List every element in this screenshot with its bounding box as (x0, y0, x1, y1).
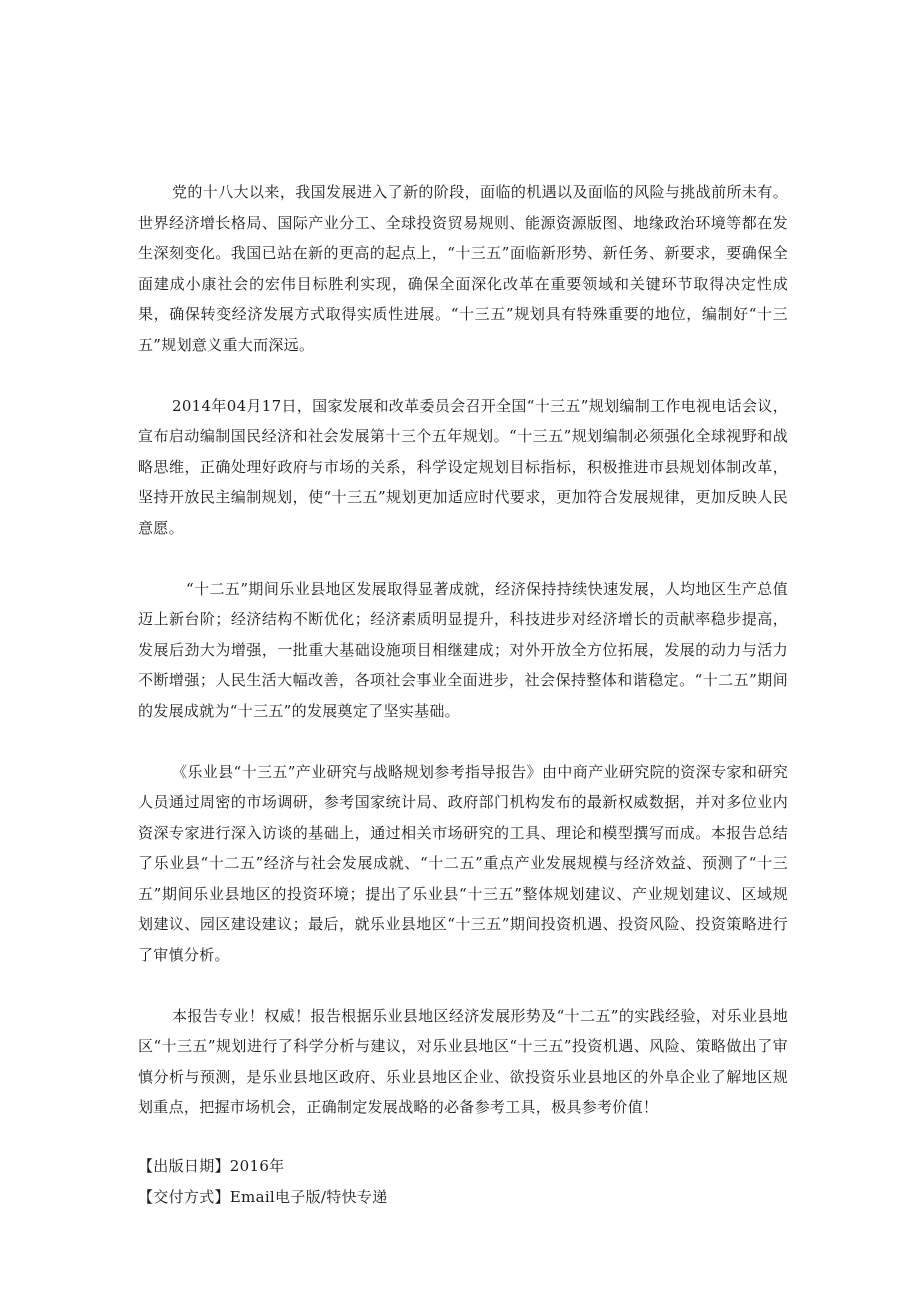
report-meta (138, 1151, 788, 1212)
document-body (138, 177, 788, 1212)
paragraph-report-value: 本报告专业！权威！报告根据乐业县地区经济发展形势及“十二五”的实践经验，对乐业县地区“十三五”规划进行了科学分析与建议，对乐业县地区“十三五”投资机遇、风险、策略做出了审慎分析与预测，是乐业县地区政府、乐业县地区企业、欲投资乐业县地区的外阜企业了解地区规划重点，把握市场机会，正确制定发展战略的必备参考工具，极具参考价值！ (138, 1006, 788, 1117)
paragraph-achievements: “十二五”期间乐业县地区发展取得显著成就，经济保持持续快速发展，人均地区生产总值迈上新台阶；经济结构不断优化；经济素质明显提升，科技进步对经济增长的贡献率稳步提高，发展后劲大为增强，一批重大基础设施项目相继建成；对外开放全方位拓展，发展的动力与活力不断增强；人民生活大幅改善，各项社会事业全面进步，社会保持整体和谐稳定。“十二五”期间的发展成就为“十三五”的发展奠定了坚实基础。 (138, 579, 788, 720)
paragraph-planning-meeting: 2014年04月17日，国家发展和改革委员会召开全国“十三五”规划编制工作电视电话会议，宣布启动编制国民经济和社会发展第十三个五年规划。“十三五”规划编制必须强化全球视野和战略思维，正确处理好政府与市场的关系，科学设定规划目标指标，积极推进市县规划体制改革，坚持开放民主编制规划，使“十三五”规划更加适应时代要求，更加符合发展规律，更加反映人民意愿。 (138, 396, 788, 537)
paragraph-report-description: 《乐业县“十三五”产业研究与战略规划参考指导报告》由中商产业研究院的资深专家和研究人员通过周密的市场调研，参考国家统计局、政府部门机构发布的最新权威数据，并对多位业内资深专家进行深入访谈的基础上，通过相关市场研究的工具、理论和模型撰写而成。本报告总结了乐业县“十二五”经济与社会发展成就、“十二五”重点产业发展规模与经济效益、预测了“十三五”期间乐业县地区的投资环境；提出了乐业县“十三五”整体规划建议、产业规划建议、区域规划建议、园区建设建议；最后，就乐业县地区“十三五”期间投资机遇、投资风险、投资策略进行了审慎分析。 (138, 762, 788, 965)
publish-date: 【出版日期】2016年 (138, 1157, 285, 1176)
delivery-method: 【交付方式】Email电子版/特快专递 (138, 1187, 388, 1206)
paragraph-intro: 党的十八大以来，我国发展进入了新的阶段，面临的机遇以及面临的风险与挑战前所未有。世界经济增长格局、国际产业分工、全球投资贸易规则、能源资源版图、地缘政治环境等都在发生深刻变化。我国已站在新的更高的起点上，“十三五”面临新形势、新任务、新要求，要确保全面建成小康社会的宏伟目标胜利实现，确保全面深化改革在重要领域和关键环节取得决定性成果，确保转变经济发展方式取得实质性进展。“十三五”规划具有特殊重要的地位，编制好“十三五”规划意义重大而深远。 (138, 183, 788, 354)
